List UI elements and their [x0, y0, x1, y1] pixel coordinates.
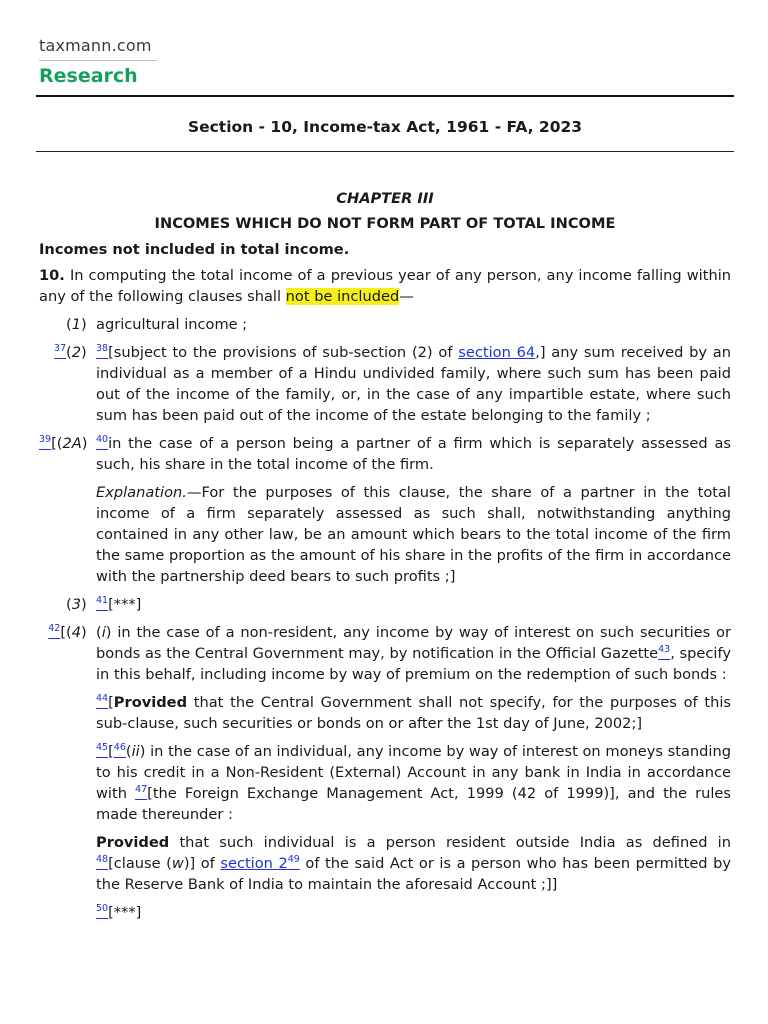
- header-rule: [36, 95, 734, 97]
- intro-dash: —: [399, 288, 414, 305]
- clause-2a: [39, 433, 731, 587]
- footnote-link[interactable]: 45: [96, 742, 109, 754]
- footnote-link[interactable]: 39: [39, 434, 52, 446]
- clause-number: 1: [71, 316, 82, 333]
- intro-text: In computing the total income of a previous year of any person, any income falling within any of the following clauses shall: [39, 267, 732, 305]
- explanation-label: Explanation.: [96, 484, 187, 501]
- sub-clause-ii: $^{45}$[$^{46}$(ii) in the case of an individual, any income by way of interest on moneys standing to his credit in a Non-Resident (External) Account in any bank in India in accordance with $^{47}$[the Foreign Exchange Management Act, 1999 (42 of 1999)], and the rules made thereunder :: [96, 742, 731, 823]
- footnote-link[interactable]: 50: [96, 903, 109, 915]
- brand-site-name: taxmann.com: [39, 36, 152, 55]
- clause-text: $^{38}$[subject to the provisions of sub-section (2) of section 64,] any sum received by an individual as a member of a Hindu undivided family, where such sum has been paid out of the income of the family, or, in the case of any impartible estate, where such sum has been paid out of the income of the estate belonging to the family ;: [96, 343, 731, 424]
- proviso-2: Provided that such individual is a person resident outside India as defined in $^{48}$[clause (w)] of section 2$^{49}$ of the said Act or is a person who has been permitted by the Reserve Bank of India to maintain the aforesaid Account ;]]: [96, 834, 731, 893]
- footnote-link[interactable]: 42: [48, 623, 61, 635]
- footnote-link[interactable]: 47: [135, 784, 148, 796]
- brand-logo[interactable]: [39, 36, 157, 88]
- footnote-link[interactable]: 41: [96, 595, 109, 607]
- section-intro: [39, 265, 731, 307]
- proviso-label: Provided: [96, 834, 170, 851]
- clause-marker: (1): [66, 316, 96, 333]
- section-64-link[interactable]: section 64: [458, 344, 536, 361]
- footnote-link[interactable]: 43: [658, 644, 671, 656]
- chapter-label: CHAPTER III: [336, 190, 434, 207]
- section-number: 10.: [39, 267, 65, 284]
- document-title: Section - 10, Income-tax Act, 1961 - FA, 2023: [187, 118, 583, 136]
- clause-2: [39, 342, 731, 426]
- footnote-link[interactable]: 49: [287, 854, 300, 866]
- footnote-link[interactable]: 38: [96, 343, 109, 355]
- footnote-link[interactable]: 46: [113, 742, 126, 754]
- clause-1: [39, 314, 731, 335]
- proviso-1: $^{44}$[Provided that the Central Government shall not specify, for the purposes of this sub-clause, such securities or bonds on or after the 1st day of June, 2002;]: [96, 693, 731, 732]
- clause-number: 2A: [62, 435, 82, 452]
- document-body: [39, 188, 731, 923]
- clause-number: 2: [71, 344, 82, 361]
- clause-marker: $^{39}$[(2A): [39, 434, 97, 452]
- brand-divider: [39, 60, 157, 61]
- clause-text: $^{41}$[***]: [96, 595, 142, 613]
- footnote-link[interactable]: 44: [96, 693, 109, 705]
- clause-number: 3: [71, 596, 82, 613]
- footnote-link[interactable]: 37: [53, 343, 67, 355]
- footnote-link[interactable]: 48: [96, 854, 109, 866]
- clause-4: [39, 622, 731, 923]
- clause-marker: $^{42}$[(4): [48, 623, 96, 641]
- clause-number: 4: [71, 624, 82, 641]
- clause-marker: (3): [66, 596, 96, 613]
- explanation: Explanation.—For the purposes of this clause, the share of a partner in the total income of a firm separately assessed as such shall, notwithstanding anything contained in any other law, be an amount which bears to the total income of the firm the same proportion as the amount of his share in the profits of the firm in accordance with the partnership deed bears to such profits ;]: [96, 484, 731, 585]
- section-heading: Incomes not included in total income.: [39, 241, 350, 258]
- clause-marker: $^{37}$(2): [53, 343, 96, 361]
- clause-3: [39, 594, 731, 615]
- chapter-title: INCOMES WHICH DO NOT FORM PART OF TOTAL INCOME: [154, 215, 616, 232]
- omitted-clause: $^{50}$[***]: [96, 903, 142, 921]
- footnote-link[interactable]: 40: [96, 434, 109, 446]
- brand-product-name: Research: [39, 65, 138, 87]
- title-rule: [36, 151, 734, 152]
- highlighted-text: not be included: [285, 288, 400, 305]
- section-2-link[interactable]: section 2: [220, 855, 288, 872]
- proviso-label: Provided: [113, 694, 188, 711]
- sub-clause-i: (i) in the case of a non-resident, any income by way of interest on such securities or bonds as the Central Government may, by notification in the Official Gazette$^{43}$, specify in this behalf, including income by way of premium on the redemption of such bonds :: [96, 624, 731, 683]
- clause-text: agricultural income ;: [96, 316, 248, 333]
- clause-text: $^{40}$in the case of a person being a partner of a firm which is separately assessed as such, his share in the total income of the firm.: [96, 434, 731, 473]
